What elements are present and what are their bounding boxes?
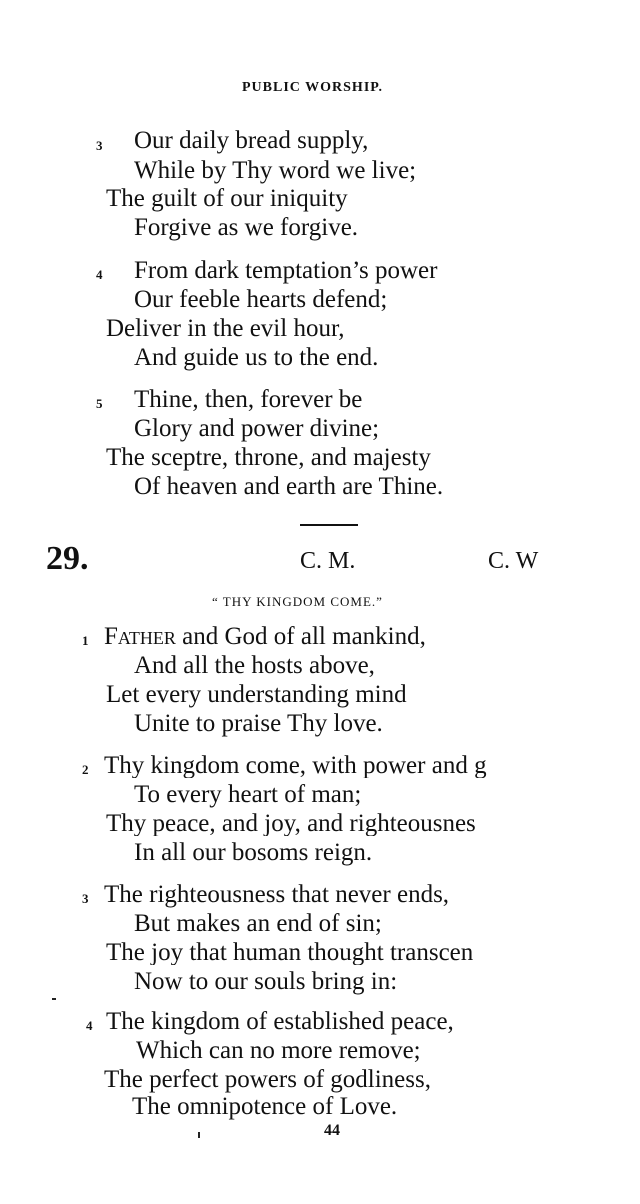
verse-line: The omnipotence of Love. xyxy=(132,1093,398,1120)
verse-number: 2 xyxy=(82,762,89,777)
section-divider xyxy=(300,524,358,526)
verse-line: Forgive as we forgive. xyxy=(134,214,359,241)
hymn-title: “ THY KINGDOM COME.” xyxy=(212,594,383,609)
hymn-meter: C. M. xyxy=(300,548,356,574)
verse-line: The joy that human thought transcen xyxy=(106,940,474,965)
verse-line: And guide us to the end. xyxy=(134,344,379,371)
verse-number: 4 xyxy=(96,267,103,282)
verse-line: The sceptre, throne, and majesty xyxy=(106,444,431,471)
verse-line: Let every understanding mind xyxy=(106,681,407,708)
verse-line: The righteousness that never ends, xyxy=(104,881,450,908)
verse-number: 1 xyxy=(82,633,89,648)
verse-line: Of heaven and earth are Thine. xyxy=(134,473,444,500)
hymn-number: 29. xyxy=(46,540,89,577)
verse-line: Unite to praise Thy love. xyxy=(134,710,383,737)
verse-line: Now to our souls bring in: xyxy=(134,968,398,995)
verse-line: The kingdom of established peace, xyxy=(106,1008,454,1035)
verse-line: Thy peace, and joy, and righteousnes xyxy=(106,811,476,836)
page-number: 44 xyxy=(324,1122,340,1139)
verse-number: 5 xyxy=(96,396,103,411)
verse-number: 3 xyxy=(96,138,103,153)
verse-line: In all our bosoms reign. xyxy=(134,839,373,866)
verse-line: Which can no more remove; xyxy=(136,1037,421,1064)
verse-line: To every heart of man; xyxy=(134,781,362,808)
verse-line: And all the hosts above, xyxy=(134,652,375,679)
hymn-author: C. W xyxy=(488,548,539,574)
verse-line: From dark temptation’s power xyxy=(134,257,438,284)
scan-speck xyxy=(198,1132,200,1138)
verse-line: Our daily bread supply, xyxy=(134,127,369,154)
verse-line: Thy kingdom come, with power and g xyxy=(104,753,487,778)
running-head: PUBLIC WORSHIP. xyxy=(242,80,384,95)
verse-line: While by Thy word we live; xyxy=(134,157,417,184)
verse-number: 3 xyxy=(82,891,89,906)
verse-number: 4 xyxy=(86,1018,93,1033)
verse-line: Glory and power divine; xyxy=(134,415,380,442)
verse-line-rest: and God of all mankind, xyxy=(175,623,426,650)
verse-line: Deliver in the evil hour, xyxy=(106,315,345,342)
verse-line: Our feeble hearts defend; xyxy=(134,286,388,313)
drop-word: Father xyxy=(104,623,176,650)
scan-speck xyxy=(52,998,56,1000)
verse-line: The perfect powers of godliness, xyxy=(104,1066,431,1093)
verse-line: But makes an end of sin; xyxy=(134,910,382,937)
verse-line-first xyxy=(104,624,426,649)
verse-line: The guilt of our iniquity xyxy=(106,185,348,212)
verse-line: Thine, then, forever be xyxy=(134,386,363,413)
